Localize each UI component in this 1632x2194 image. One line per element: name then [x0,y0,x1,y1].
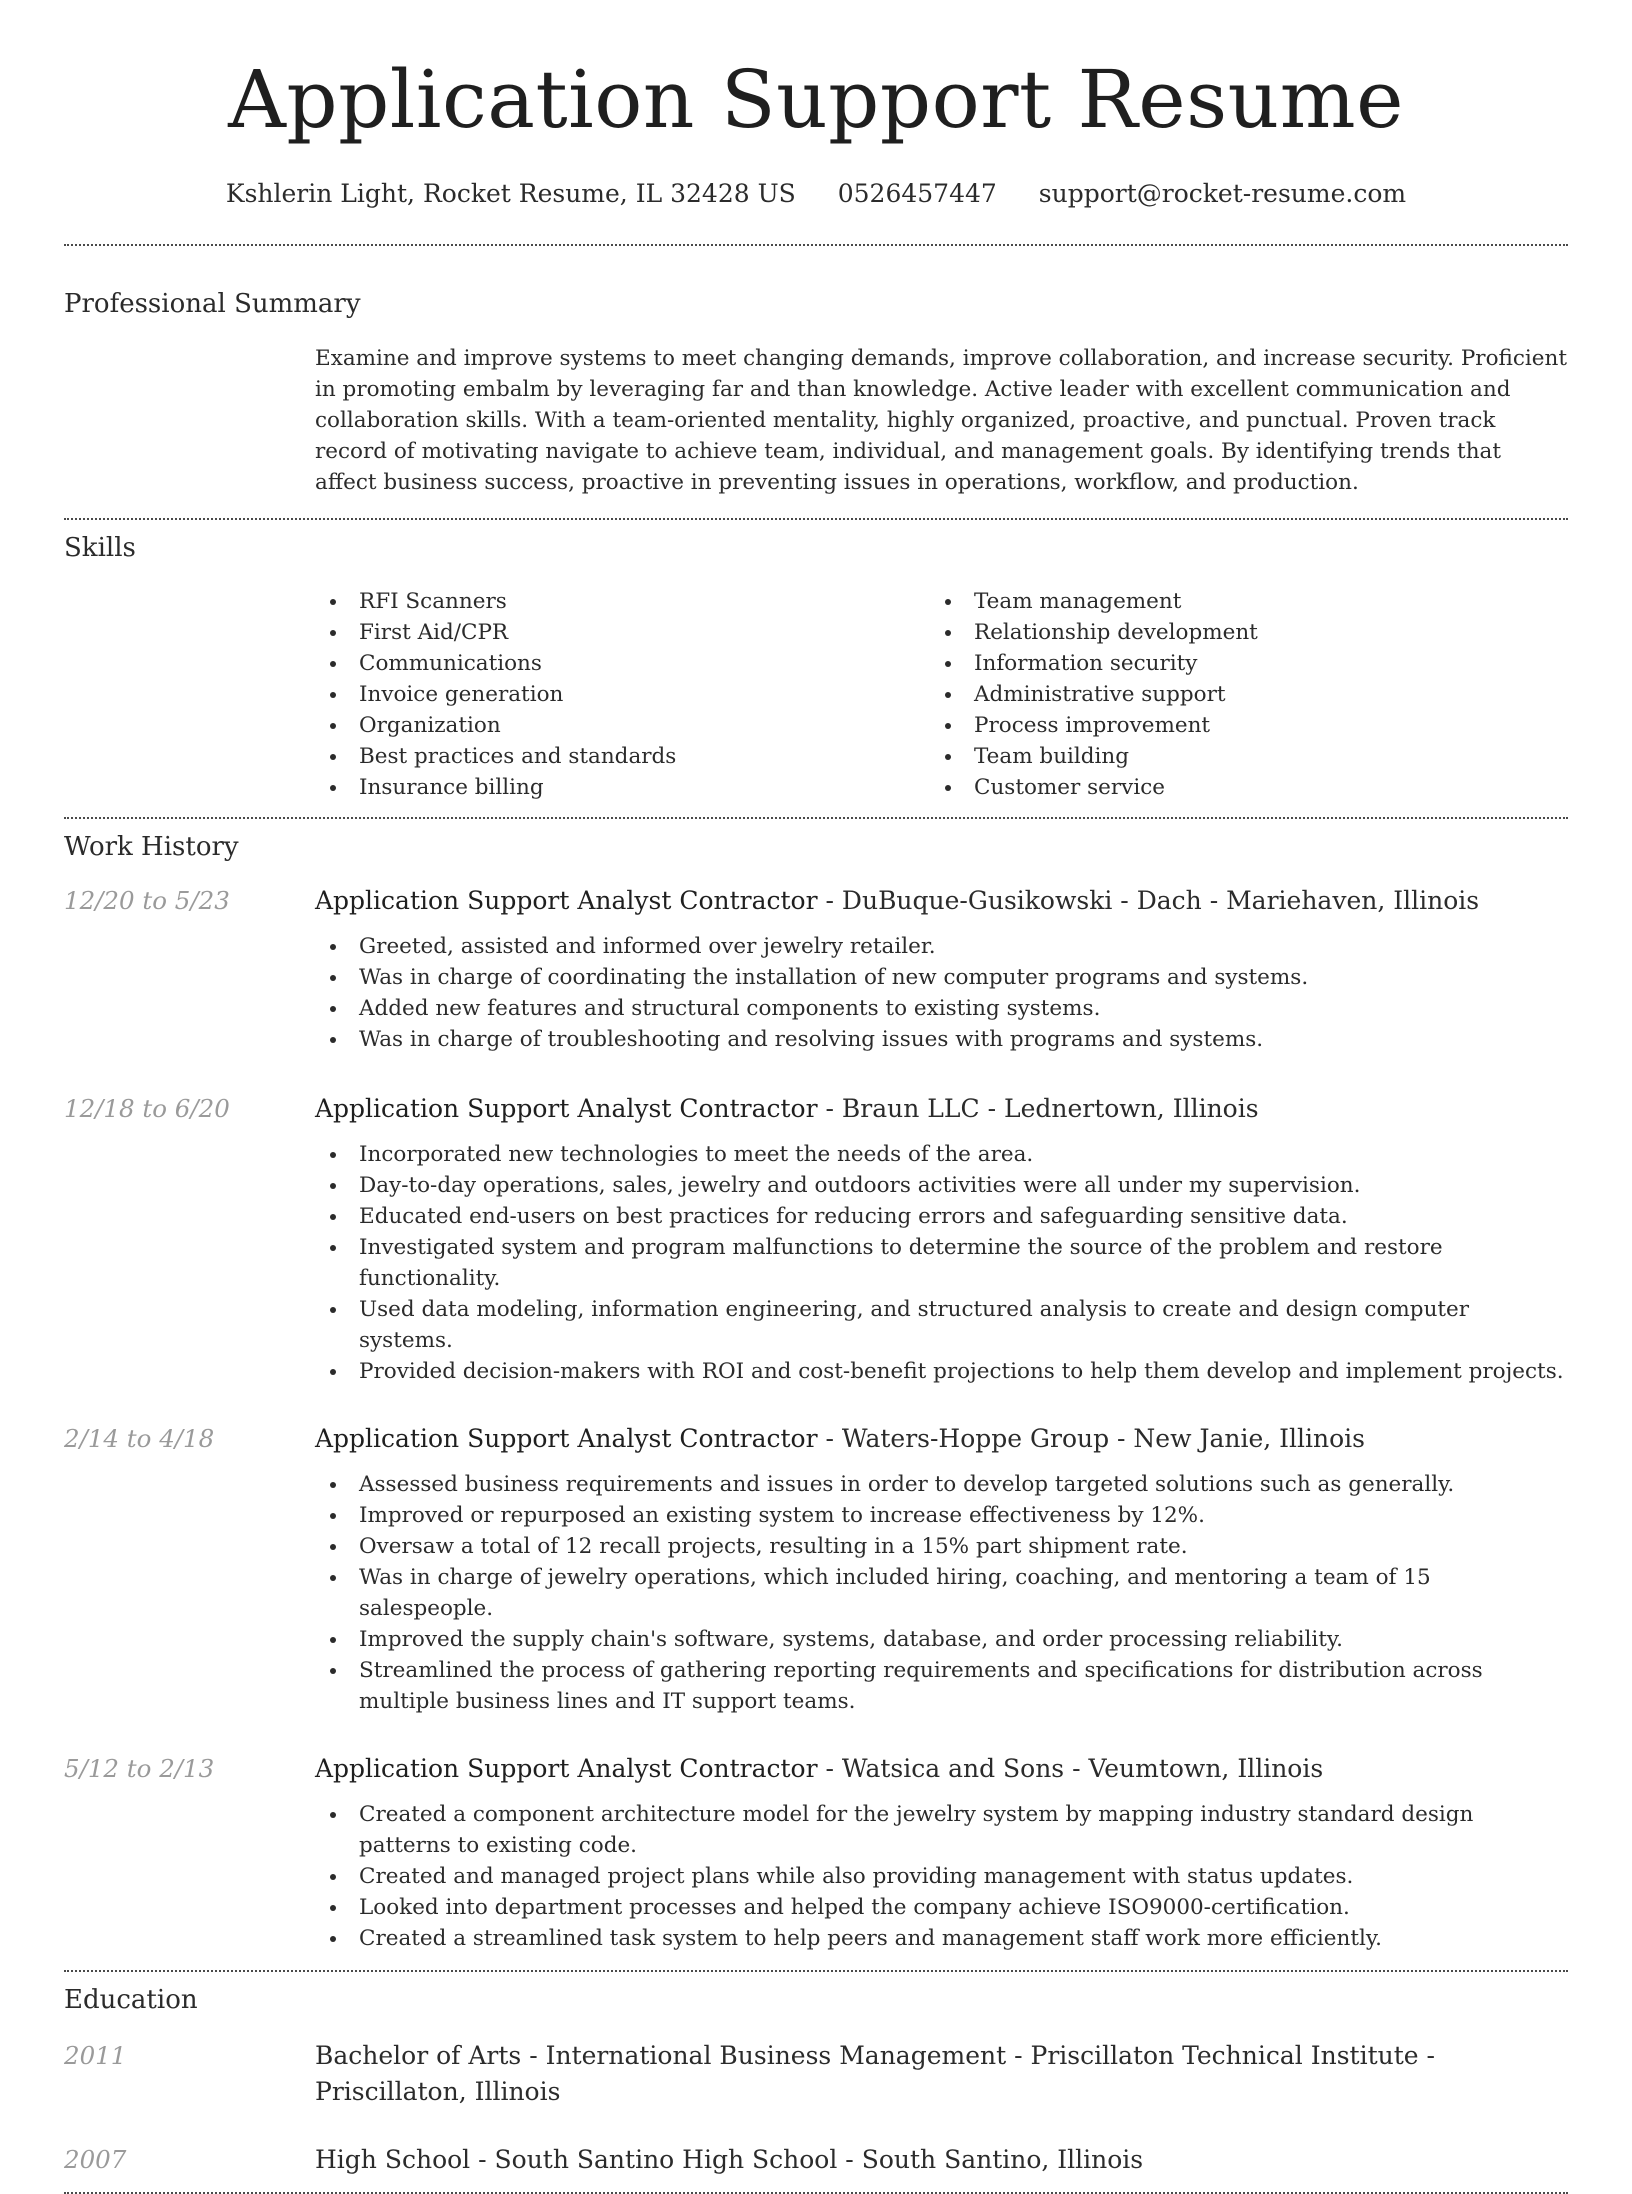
job-bullets [315,1139,1568,1387]
skill-item: Best practices and standards [315,741,930,772]
summary-heading: Professional Summary [64,289,361,319]
skill-item: Communications [315,648,930,679]
divider [64,817,1568,819]
contact-email: support@rocket-resume.com [1038,179,1407,208]
education-entry [64,2038,1568,2110]
education-heading: Education [64,1985,198,2015]
job-bullet: Educated end-users on best practices for reducing errors and safeguarding sensitive data. [315,1201,1568,1232]
skill-item: Process improvement [930,710,1545,741]
job-title [315,1091,1568,1127]
job-details [315,883,1568,1055]
job-entry [64,1421,1568,1717]
job-bullet: Was in charge of jewelry operations, which included hiring, coaching, and mentoring a team of 15 salespeople. [315,1562,1568,1624]
skill-item: Team building [930,741,1545,772]
divider [64,1970,1568,1972]
skills-column-left [315,586,930,803]
education-school: - South Santino High School - South Santino, Illinois [470,2145,1144,2174]
job-entry [64,883,1568,1055]
job-bullet: Oversaw a total of 12 recall projects, resulting in a 15% part shipment rate. [315,1531,1568,1562]
job-bullet: Investigated system and program malfunctions to determine the source of the problem and restore functionality. [315,1232,1568,1294]
job-details [315,1751,1568,1954]
job-title [315,1421,1568,1457]
education-degree: Bachelor of Arts - International Business Management [315,2041,1007,2070]
summary-text: Examine and improve systems to meet changing demands, improve collaboration, and increase security. Proficient in promoting embalm by leveraging far and than knowledge. Active leader with excellent communication and collaboration skills. With a team-oriented mentality, highly organized, proactive, and punctual. Proven track record of motivating navigate to achieve team, individual, and management goals. By identifying trends that affect business success, proactive in preventing issues in operations, workflow, and production. [315,346,1567,495]
job-entry [64,1091,1568,1387]
job-bullet: Looked into department processes and helped the company achieve ISO9000-certification. [315,1892,1568,1923]
job-title [315,1751,1568,1787]
education-school: - Priscillaton Technical Institute - Priscillaton, Illinois [315,2041,1435,2106]
skill-item: Customer service [930,772,1545,803]
job-company: - Watsica and Sons - Veumtown, Illinois [817,1754,1324,1783]
job-bullet: Greeted, assisted and informed over jewelry retailer. [315,931,1568,962]
job-entry [64,1751,1568,1954]
job-role: Application Support Analyst Contractor [315,1754,818,1783]
skill-item: Invoice generation [315,679,930,710]
education-entry [64,2142,1568,2178]
education-year: 2011 [64,2041,127,2070]
job-bullet: Streamlined the process of gathering reporting requirements and specifications for distribution across multiple business lines and IT support teams. [315,1655,1568,1717]
job-bullets [315,931,1568,1055]
skill-item: First Aid/CPR [315,617,930,648]
job-bullet: Added new features and structural components to existing systems. [315,993,1568,1024]
divider [64,244,1568,246]
resume-title: Application Support Resume [228,53,1404,146]
job-title [315,883,1568,919]
job-bullet: Created a streamlined task system to help peers and management staff work more efficiently. [315,1923,1568,1954]
job-bullet: Used data modeling, information engineering, and structured analysis to create and design computer systems. [315,1294,1568,1356]
job-details [315,1421,1568,1717]
job-bullet: Day-to-day operations, sales, jewelry and outdoors activities were all under my supervision. [315,1170,1568,1201]
skill-item: Relationship development [930,617,1545,648]
education-year: 2007 [64,2145,127,2174]
job-bullet: Provided decision-makers with ROI and cost-benefit projections to help them develop and implement projects. [315,1356,1568,1387]
contact-phone: 0526457447 [837,179,997,208]
skills-section [64,532,1568,803]
summary-section [64,288,1568,498]
job-dates: 5/12 to 2/13 [64,1754,215,1783]
skill-item: RFI Scanners [315,586,930,617]
education-details [315,2038,1568,2110]
job-bullet: Created a component architecture model for the jewelry system by mapping industry standard design patterns to existing code. [315,1799,1568,1861]
job-bullet: Improved the supply chain's software, systems, database, and order processing reliability. [315,1624,1568,1655]
job-bullet: Incorporated new technologies to meet the needs of the area. [315,1139,1568,1170]
job-bullet: Improved or repurposed an existing system to increase effectiveness by 12%. [315,1500,1568,1531]
job-company: - Braun LLC - Lednertown, Illinois [817,1094,1259,1123]
education-details [315,2142,1568,2178]
skill-item: Insurance billing [315,772,930,803]
job-role: Application Support Analyst Contractor [315,1094,818,1123]
contact-address: Kshlerin Light, Rocket Resume, IL 32428 US [225,179,796,208]
job-bullet: Was in charge of troubleshooting and resolving issues with programs and systems. [315,1024,1568,1055]
skill-item: Administrative support [930,679,1545,710]
job-bullets [315,1799,1568,1954]
job-details [315,1091,1568,1387]
work-heading: Work History [64,832,239,862]
education-degree: High School [315,2145,471,2174]
job-role: Application Support Analyst Contractor [315,1424,818,1453]
job-bullets [315,1469,1568,1717]
skill-item: Team management [930,586,1545,617]
job-dates: 2/14 to 4/18 [64,1424,215,1453]
skill-item: Organization [315,710,930,741]
divider [64,518,1568,520]
job-company: - DuBuque-Gusikowski - Dach - Mariehaven, Illinois [817,886,1480,915]
work-section [64,831,1568,1954]
skills-list [315,586,1568,803]
job-bullet: Was in charge of coordinating the installation of new computer programs and systems. [315,962,1568,993]
job-company: - Waters-Hoppe Group - New Janie, Illinois [817,1424,1366,1453]
skills-heading: Skills [64,533,136,563]
job-dates: 12/20 to 5/23 [64,886,230,915]
job-bullet: Assessed business requirements and issues in order to develop targeted solutions such as generally. [315,1469,1568,1500]
job-dates: 12/18 to 6/20 [64,1094,230,1123]
job-role: Application Support Analyst Contractor [315,886,818,915]
skills-column-right [930,586,1545,803]
job-bullet: Created and managed project plans while also providing management with status updates. [315,1861,1568,1892]
skill-item: Information security [930,648,1545,679]
education-section [64,1984,1568,2178]
contact-line [64,178,1568,210]
